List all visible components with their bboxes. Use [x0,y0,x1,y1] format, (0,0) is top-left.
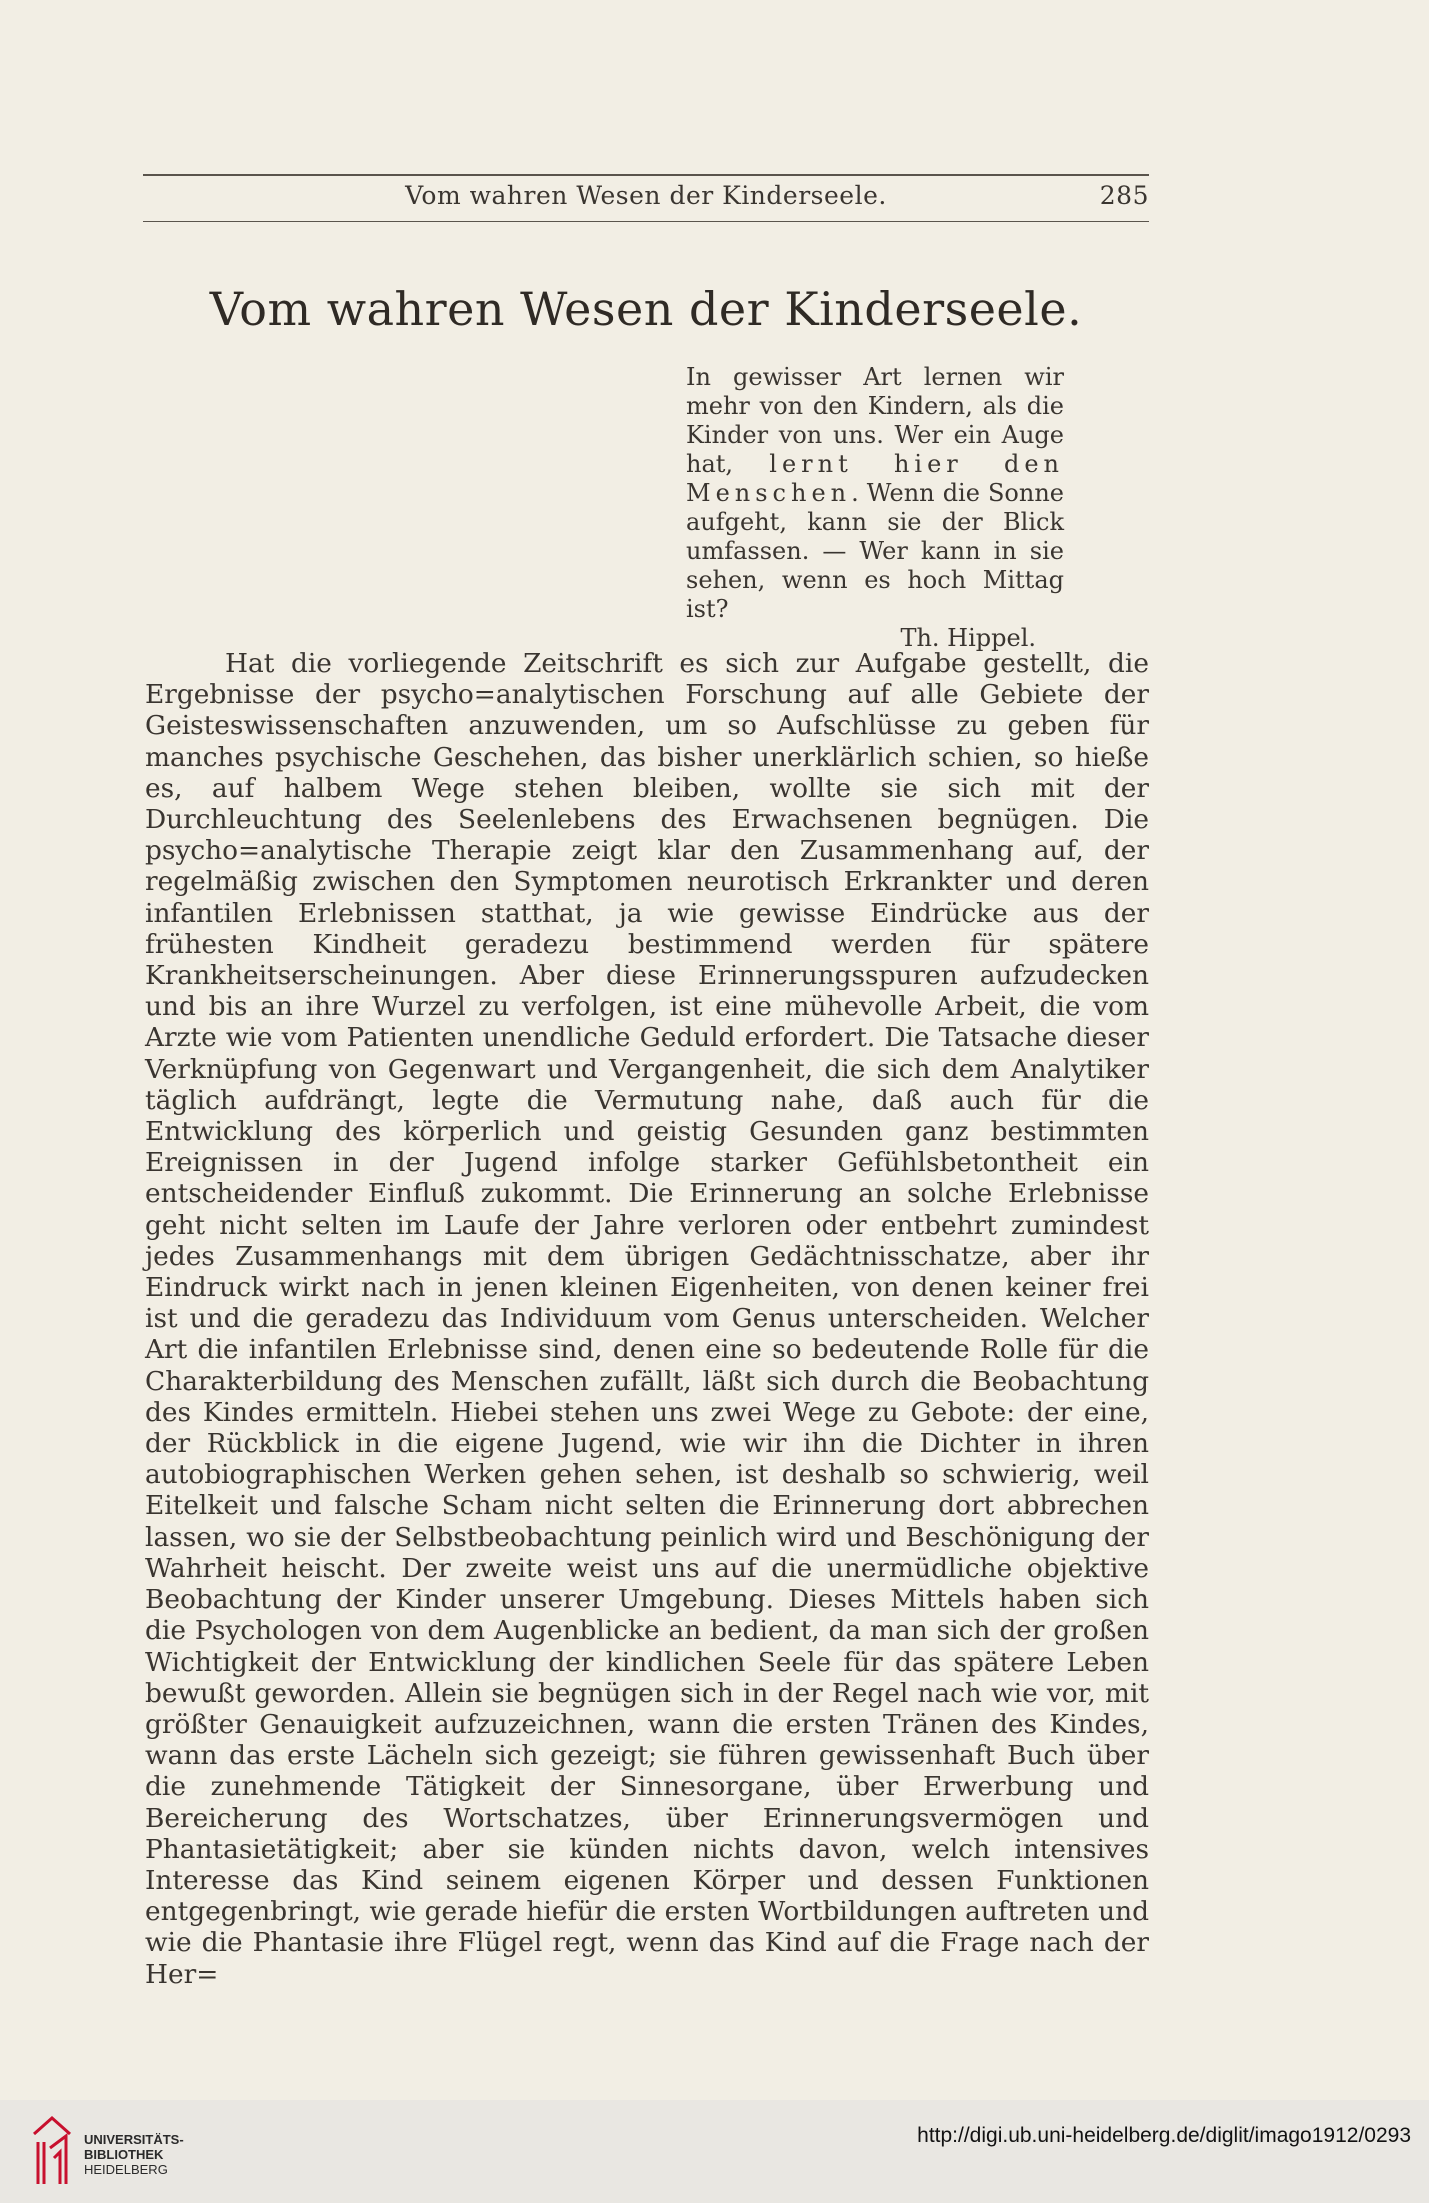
epigraph-text-after: . Wenn die Sonne aufgeht, kann sie der Blick umfassen. — Wer kann in sie sehen, wenn es hoch Mittag ist? [686,479,1064,623]
epigraph-text-before: In gewisser Art lernen wir mehr von den Kindern, als die Kinder von uns. Wer ein Auge hat, [686,363,1064,478]
article-title: Vom wahren Wesen der Kinderseele. [209,282,1083,336]
header-rule-top [143,174,1149,176]
library-line-3: HEIDELBERG [84,2162,168,2177]
page-number: 285 [1099,181,1149,210]
header-rule-bottom [143,221,1149,222]
epigraph-text [686,363,1064,624]
library-logo-icon [30,2114,74,2190]
epigraph [686,363,1064,624]
running-head [143,181,1149,215]
library-line-2: BIBLIOTHEK [84,2147,164,2162]
source-url-link[interactable]: http://digi.ub.uni-heidelberg.de/diglit/imago1912/0293 [917,2124,1411,2147]
running-title: Vom wahren Wesen der Kinderseele. [405,181,887,210]
epigraph-text-spaced: lernt hier den Menschen [686,450,1064,507]
library-line-1: UNIVERSITÄTS- [84,2132,184,2147]
epigraph-source: Th. Hippel. [900,624,1036,652]
library-name [84,2132,184,2177]
footer-bar [0,2100,1429,2203]
body-paragraph: Hat die vorliegende Zeitschrift es sich zur Aufgabe gestellt, die Ergebnisse der psycho=analytischen Forschung auf alle Gebiete der Geisteswissenschaften anzuwenden, um so Aufschlüsse zu geben für manches psychische Geschehen, das bisher unerklärlich schien, so hieße es, auf halbem Wege stehen bleiben, wollte sie sich mit der Durchleuchtung des Seelenlebens des Erwachsenen begnügen. Die psycho=analytische Therapie zeigt klar den Zusammenhang auf, der regelmäßig zwischen den Symptomen neurotisch Erkrankter und deren infantilen Erlebnissen statthat, ja wie gewisse Eindrücke aus der frühesten Kindheit geradezu bestimmend werden für spätere Krankheitserscheinungen. Aber diese Erinnerungsspuren aufzudecken und bis an ihre Wurzel zu verfolgen, ist eine mühevolle Arbeit, die vom Arzte wie vom Patienten unendliche Geduld erfordert. Die Tatsache dieser Verknüpfung von Gegenwart und Vergangenheit, die sich dem Analytiker täglich aufdrängt, legte die Vermutung nahe, daß auch für die Entwicklung des körperlich und geistig Gesunden ganz bestimmten Ereignissen in der Jugend infolge starker Gefühlsbetontheit ein entscheidender Einfluß zukommt. Die Erinnerung an solche Erlebnisse geht nicht selten im Laufe der Jahre verloren oder entbehrt zumindest jedes Zusammenhangs mit dem übrigen Gedächtnisschatze, aber ihr Eindruck wirkt nach in jenen kleinen Eigenheiten, von denen keiner frei ist und die geradezu das Individuum vom Genus unterscheiden. Welcher Art die infantilen Erlebnisse sind, denen eine so bedeutende Rolle für die Charakterbildung des Menschen zufällt, läßt sich durch die Beobachtung des Kindes ermitteln. Hiebei stehen uns zwei Wege zu Gebote: der eine, der Rückblick in die eigene Jugend, wie wir ihn die Dichter in ihren autobiographischen Werken gehen sehen, ist deshalb so schwierig, weil Eitelkeit und falsche Scham nicht selten die Erinnerung dort abbrechen lassen, wo sie der Selbstbeobachtung peinlich wird und Beschönigung der Wahrheit heischt. Der zweite weist uns auf die unermüdliche objektive Beobachtung der Kinder unserer Umgebung. Dieses Mittels haben sich die Psychologen von dem Augenblicke an bedient, da man sich der großen Wichtigkeit der Entwicklung der kindlichen Seele für das spätere Leben bewußt geworden. Allein sie begnügen sich in der Regel nach wie vor, mit größter Genauigkeit aufzuzeichnen, wann die ersten Tränen des Kindes, wann das erste Lächeln sich gezeigt; sie führen gewissenhaft Buch über die zunehmende Tätigkeit der Sinnesorgane, über Erwerbung und Bereicherung des Wortschatzes, über Erinnerungsvermögen und Phantasietätigkeit; aber sie künden nichts davon, welch intensives Interesse das Kind seinem eigenen Körper und dessen Funktionen entgegenbringt, wie gerade hiefür die ersten Wortbildungen auftreten und wie die Phantasie ihre Flügel regt, wenn das Kind auf die Frage nach der Her= [145,648,1149,1990]
